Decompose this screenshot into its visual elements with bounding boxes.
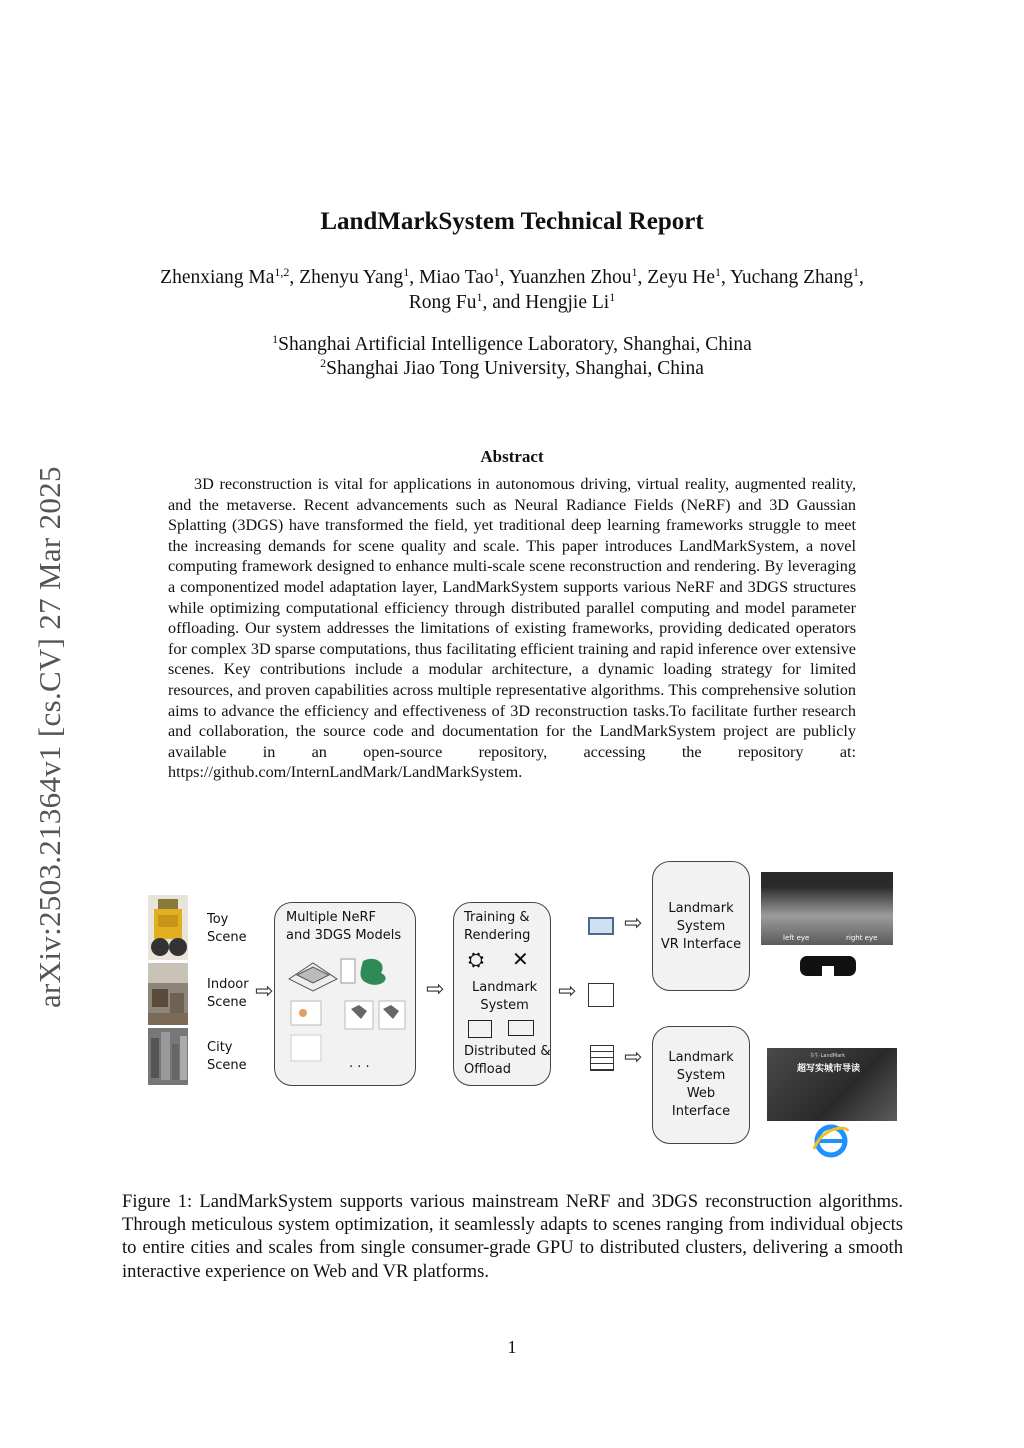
web-preview-image [767,1048,897,1121]
landmark-system-label: Landmark System [472,980,538,1013]
web-interface-box [652,1026,750,1144]
author-conjunction: and [492,292,521,313]
author-affil-sup: 1 [609,290,616,304]
affiliations [140,333,884,381]
chip-icon: ⛭ [468,947,484,971]
author-affil-sup: 1,2 [274,265,290,279]
vr-interface-box [652,861,750,991]
paper-title: LandMarkSystem Technical Report [320,208,704,235]
browser-icon [812,1123,850,1159]
distributed-offload-label: Distributed & Offload [464,1044,551,1077]
author-affil-sup: 1 [493,265,500,279]
arrow-right-icon: ⇨ [624,911,643,936]
laptop-icon [588,917,614,935]
web-brand-label: 书生·LandMark [809,1053,846,1059]
vr-headset-icon [798,952,858,980]
right-eye-label: right eye [846,934,878,942]
author-name: Yuanzhen Zhou [508,267,632,288]
author-name: Zhenyu Yang [299,267,404,288]
arxiv-identifier: arXiv:2503.21364v1 [cs.CV] 27 Mar 2025 [32,466,67,1008]
arrow-right-icon: ⇨ [426,977,445,1002]
models-label: Multiple NeRF and 3DGS Models [286,910,402,943]
gpu-icon [468,1020,492,1038]
author-affil-sup: 1 [476,290,483,304]
models-box [274,902,416,1086]
toy-scene-label: Toy Scene [207,912,247,945]
author-name: Rong Fu [408,292,477,313]
landmark-system-box [453,902,551,1086]
left-eye-label: left eye [783,934,810,942]
models-ellipsis: . . . [349,1056,370,1071]
indoor-scene-label: Indoor Scene [207,977,249,1010]
abstract-body: 3D reconstruction is vital for applications in autonomous driving, virtual reality, augmented reality, and the metaverse. Recent advancements such as Neural Radiance Fields (NeRF) and 3D Gaussian Splatting (3DGS) have transformed the field, yet traditional deep learning frameworks struggle to meet the increasing demands for scene quality and scale. This paper introduces LandMarkSystem, a novel computing framework designed to enhance multi-scale scene reconstruction and rendering. By leveraging a componentized model adaptation layer, LandMarkSystem supports various NeRF and 3DGS structures while optimizing computational efficiency through distributed parallel computing and model parameter offloading. Our system addresses the limitations of existing frameworks, providing dedicated operators for complex 3D sparse computations, thus facilitating efficient training and rapid inference over extensive scenes. Key contributions include a modular architecture, a dynamic loading strategy for limited resources, and proven capabilities across multiple representative algorithms. This comprehensive solution aims to advance the efficiency and effectiveness of 3D reconstruction tasks.To facilitate further research and collaboration, the source code and documentation for the LandMarkSystem project are publicly available in an open-source repository, accessing the repository at: https://github.com/InternLandMark/LandMarkSystem. [168,475,856,782]
toy-scene-photo [148,895,188,960]
desktop-icon [588,983,614,1007]
author-affil-sup: 1 [714,265,721,279]
author-name: Zeyu He [647,267,715,288]
indoor-scene-photo [148,963,188,1025]
vr-preview-image [761,872,893,945]
author-affil-sup: 1 [403,265,410,279]
author-name: Zhenxiang Ma [160,267,275,288]
author-affil-sup: 1 [631,265,638,279]
memory-icon [508,1020,534,1036]
arrow-right-icon: ⇨ [558,979,577,1004]
arrow-right-icon: ⇨ [624,1045,643,1070]
web-headline: 超写实城市导读 [797,1064,861,1074]
vr-interface-label: Landmark System VR Interface [660,901,742,952]
figure-caption: Figure 1: LandMarkSystem supports various mainstream NeRF and 3DGS reconstruction algorithms. Through meticulous system optimization, it seamlessly adapts to scenes ranging from individual objects to entire cities and scales from single consumer-grade GPU to distributed clusters, delivering a smooth interactive experience on Web and VR platforms. [122,1191,903,1282]
training-rendering-label: Training & Rendering [464,910,531,943]
figure-1 [140,855,910,1165]
author-name: Miao Tao [418,267,494,288]
city-scene-label: City Scene [207,1040,247,1073]
web-interface-label: Landmark System Web Interface [668,1050,734,1119]
city-scene-photo [148,1028,188,1085]
author-name: Hengjie Li [525,292,610,313]
abstract-heading: Abstract [480,447,544,466]
arrow-right-icon: ⇨ [255,979,274,1004]
affiliation-1: $^1$Shanghai Artificial Intelligence Laboratory, Shanghai, China [272,332,752,355]
affiliation-2: $^2$Shanghai Jiao Tong University, Shanghai, China [320,356,704,379]
author-list: Zhenxiang Ma$^{1,2}$, Zhenyu Yang$^1$, Miao Tao$^1$, Yuanzhen Zhou$^1$, Zeyu He$^1$, Yuchang Zhang$^1$, Rong Fu$^1$, and Hengjie Li$^1$ [160,265,864,313]
server-icon [590,1045,614,1071]
tools-icon: ✕ [512,947,529,971]
author-affil-sup: 1 [852,265,859,279]
page-number: 1 [507,1337,517,1357]
model-thumbnails-icon [283,953,407,1065]
author-name: Yuchang Zhang [730,267,853,288]
